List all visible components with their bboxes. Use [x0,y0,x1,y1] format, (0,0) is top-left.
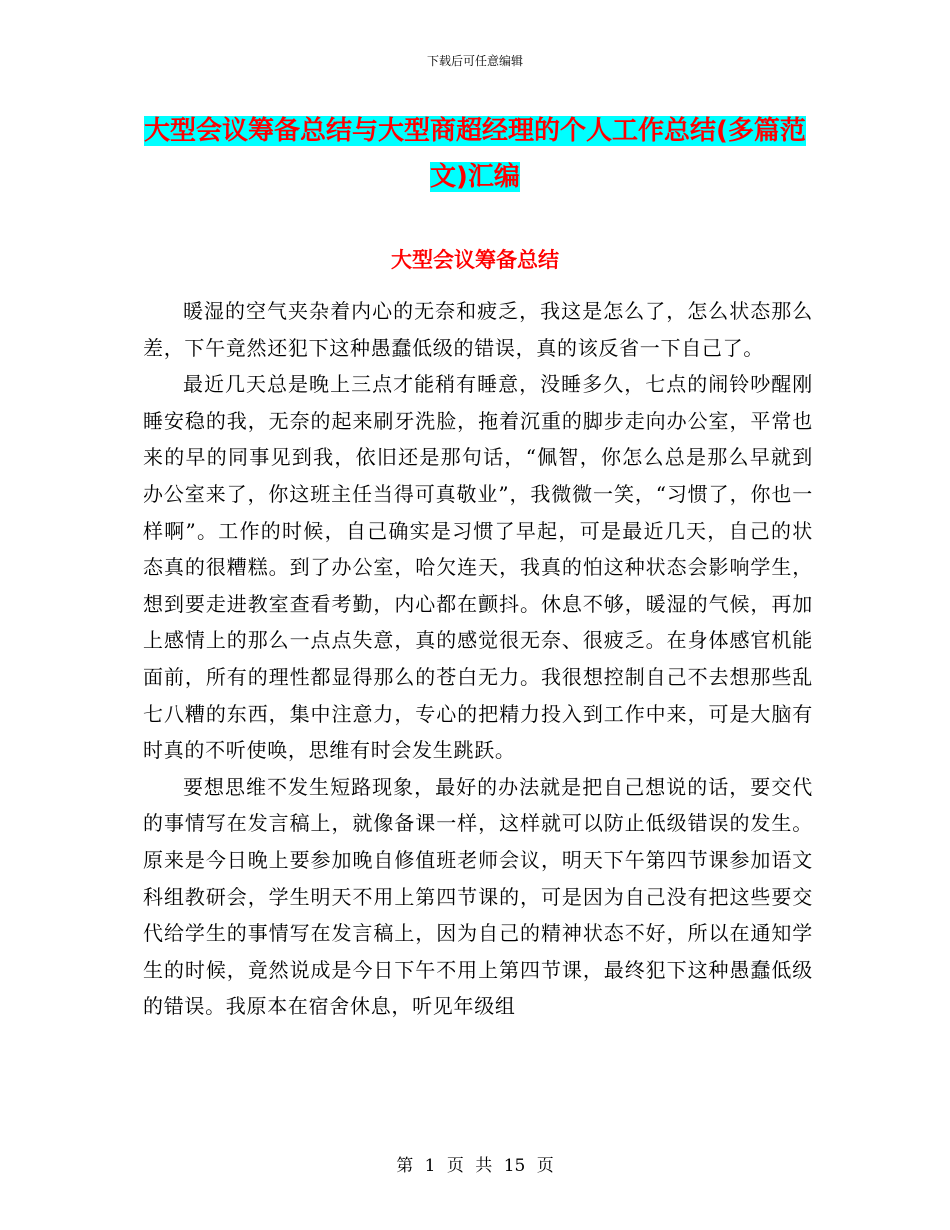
page-footer: 第 1 页 共 15 页 [396,1156,554,1176]
section-title: 大型会议筹备总结 [391,248,559,272]
document-body [143,293,813,1025]
paragraph: 暖湿的空气夹杂着内心的无奈和疲乏，我这是怎么了，怎么状态那么差，下午竟然还犯下这种愚蠢低级的错误，真的该反省一下自己了。 [143,299,813,360]
paragraph: 最近几天总是晚上三点才能稍有睡意，没睡多久，七点的闹铃吵醒刚睡安稳的我，无奈的起来刷牙洗脸，拖着沉重的脚步走向办公室，平常也来的早的同事见到我，依旧还是那句话，“佩智，你怎么总是那么早就到办公室来了，你这班主任当得可真敬业”，我微微一笑，“习惯了，你也一样啊”。工作的时候，自己确实是习惯了早起，可是最近几天，自己的状态真的很糟糕。到了办公室，哈欠连天，我真的怕这种状态会影响学生，想到要走进教室查看考勤，内心都在颤抖。休息不够，暖湿的气候，再加上感情上的那么一点点失意，真的感觉很无奈、很疲乏。在身体感官机能面前，所有的理性都显得那么的苍白无力。我很想控制自己不去想那些乱七八糟的东西，集中注意力，专心的把精力投入到工作中来，可是大脑有时真的不听使唤，思维有时会发生跳跃。 [143,372,813,763]
document-title [140,108,810,200]
header-note: 下载后可任意编辑 [426,54,523,68]
paragraph: 要想思维不发生短路现象，最好的办法就是把自己想说的话，要交代的事情写在发言稿上，就像备课一样，这样就可以防止低级错误的发生。原来是今日晚上要参加晚自修值班老师会议，明天下午第四节课参加语文科组教研会，学生明天不用上第四节课的，可是因为自己没有把这些要交代给学生的事情写在发言稿上，因为自己的精神状态不好，所以在通知学生的时候，竟然说成是今日下午不用上第四节课，最终犯下这种愚蠢低级的错误。我原本在宿舍休息，听见年级组 [143,774,813,1019]
document-title-text: 大型会议筹备总结与大型商超经理的个人工作总结(多篇范文)汇编 [144,116,806,192]
